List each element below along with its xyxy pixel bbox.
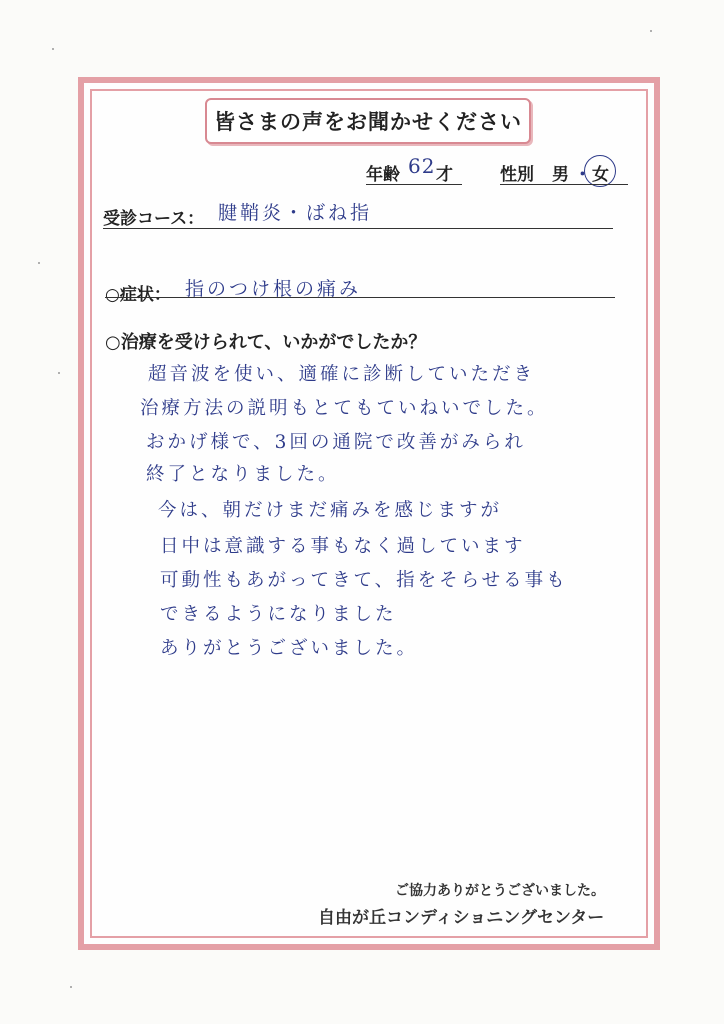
footer-thanks: ご協力ありがとうございました。 — [395, 883, 605, 899]
answer-line: 治療方法の説明もとてもていねいでした。 — [140, 398, 549, 419]
answer-line: 終了となりました。 — [146, 464, 340, 485]
scan-speck — [58, 372, 60, 374]
age-unit: 才 — [436, 165, 453, 185]
sex-label: 性別 — [500, 165, 534, 185]
sex-underline — [500, 184, 628, 185]
symptom-underline — [105, 297, 615, 298]
age-underline — [366, 184, 462, 185]
form-title: 皆さまの声をお聞かせください — [205, 98, 531, 144]
sex-male: 男 — [552, 165, 569, 185]
course-underline — [103, 228, 613, 229]
course-value: 腱鞘炎・ばね指 — [218, 202, 373, 224]
answer-line: 可動性もあがってきて、指をそらせる事も — [160, 570, 568, 591]
sex-selected-circle — [584, 155, 616, 187]
symptom-label: ○症状： — [105, 285, 171, 305]
course-label: 受診コース： — [103, 209, 205, 229]
answer-line: 日中は意識する事もなく過しています — [160, 536, 526, 557]
answer-line: ありがとうございました。 — [160, 638, 419, 659]
answer-line: おかげ様で、3回の通院で改善がみられ — [146, 432, 526, 453]
answer-line: 今は、朝だけまだ痛みを感じますが — [158, 500, 503, 521]
symptom-value: 指のつけ根の痛み — [185, 278, 362, 300]
answer-line: できるようになりました — [160, 604, 397, 625]
answer-line: 超音波を使い、適確に診断していただき — [148, 364, 536, 385]
scan-speck — [38, 262, 40, 264]
question-label: ○治療を受けられて、いかがでしたか？ — [105, 332, 427, 353]
sex-separator: ・ — [574, 165, 591, 185]
sex-female: 女 — [592, 165, 609, 185]
scan-speck — [650, 30, 652, 32]
scan-speck — [70, 986, 72, 988]
footer-center-name: 自由が丘コンディショニングセンター — [318, 908, 605, 928]
age-value: 62 — [408, 154, 436, 178]
scan-speck — [52, 48, 54, 50]
age-label: 年齢 — [366, 165, 400, 185]
